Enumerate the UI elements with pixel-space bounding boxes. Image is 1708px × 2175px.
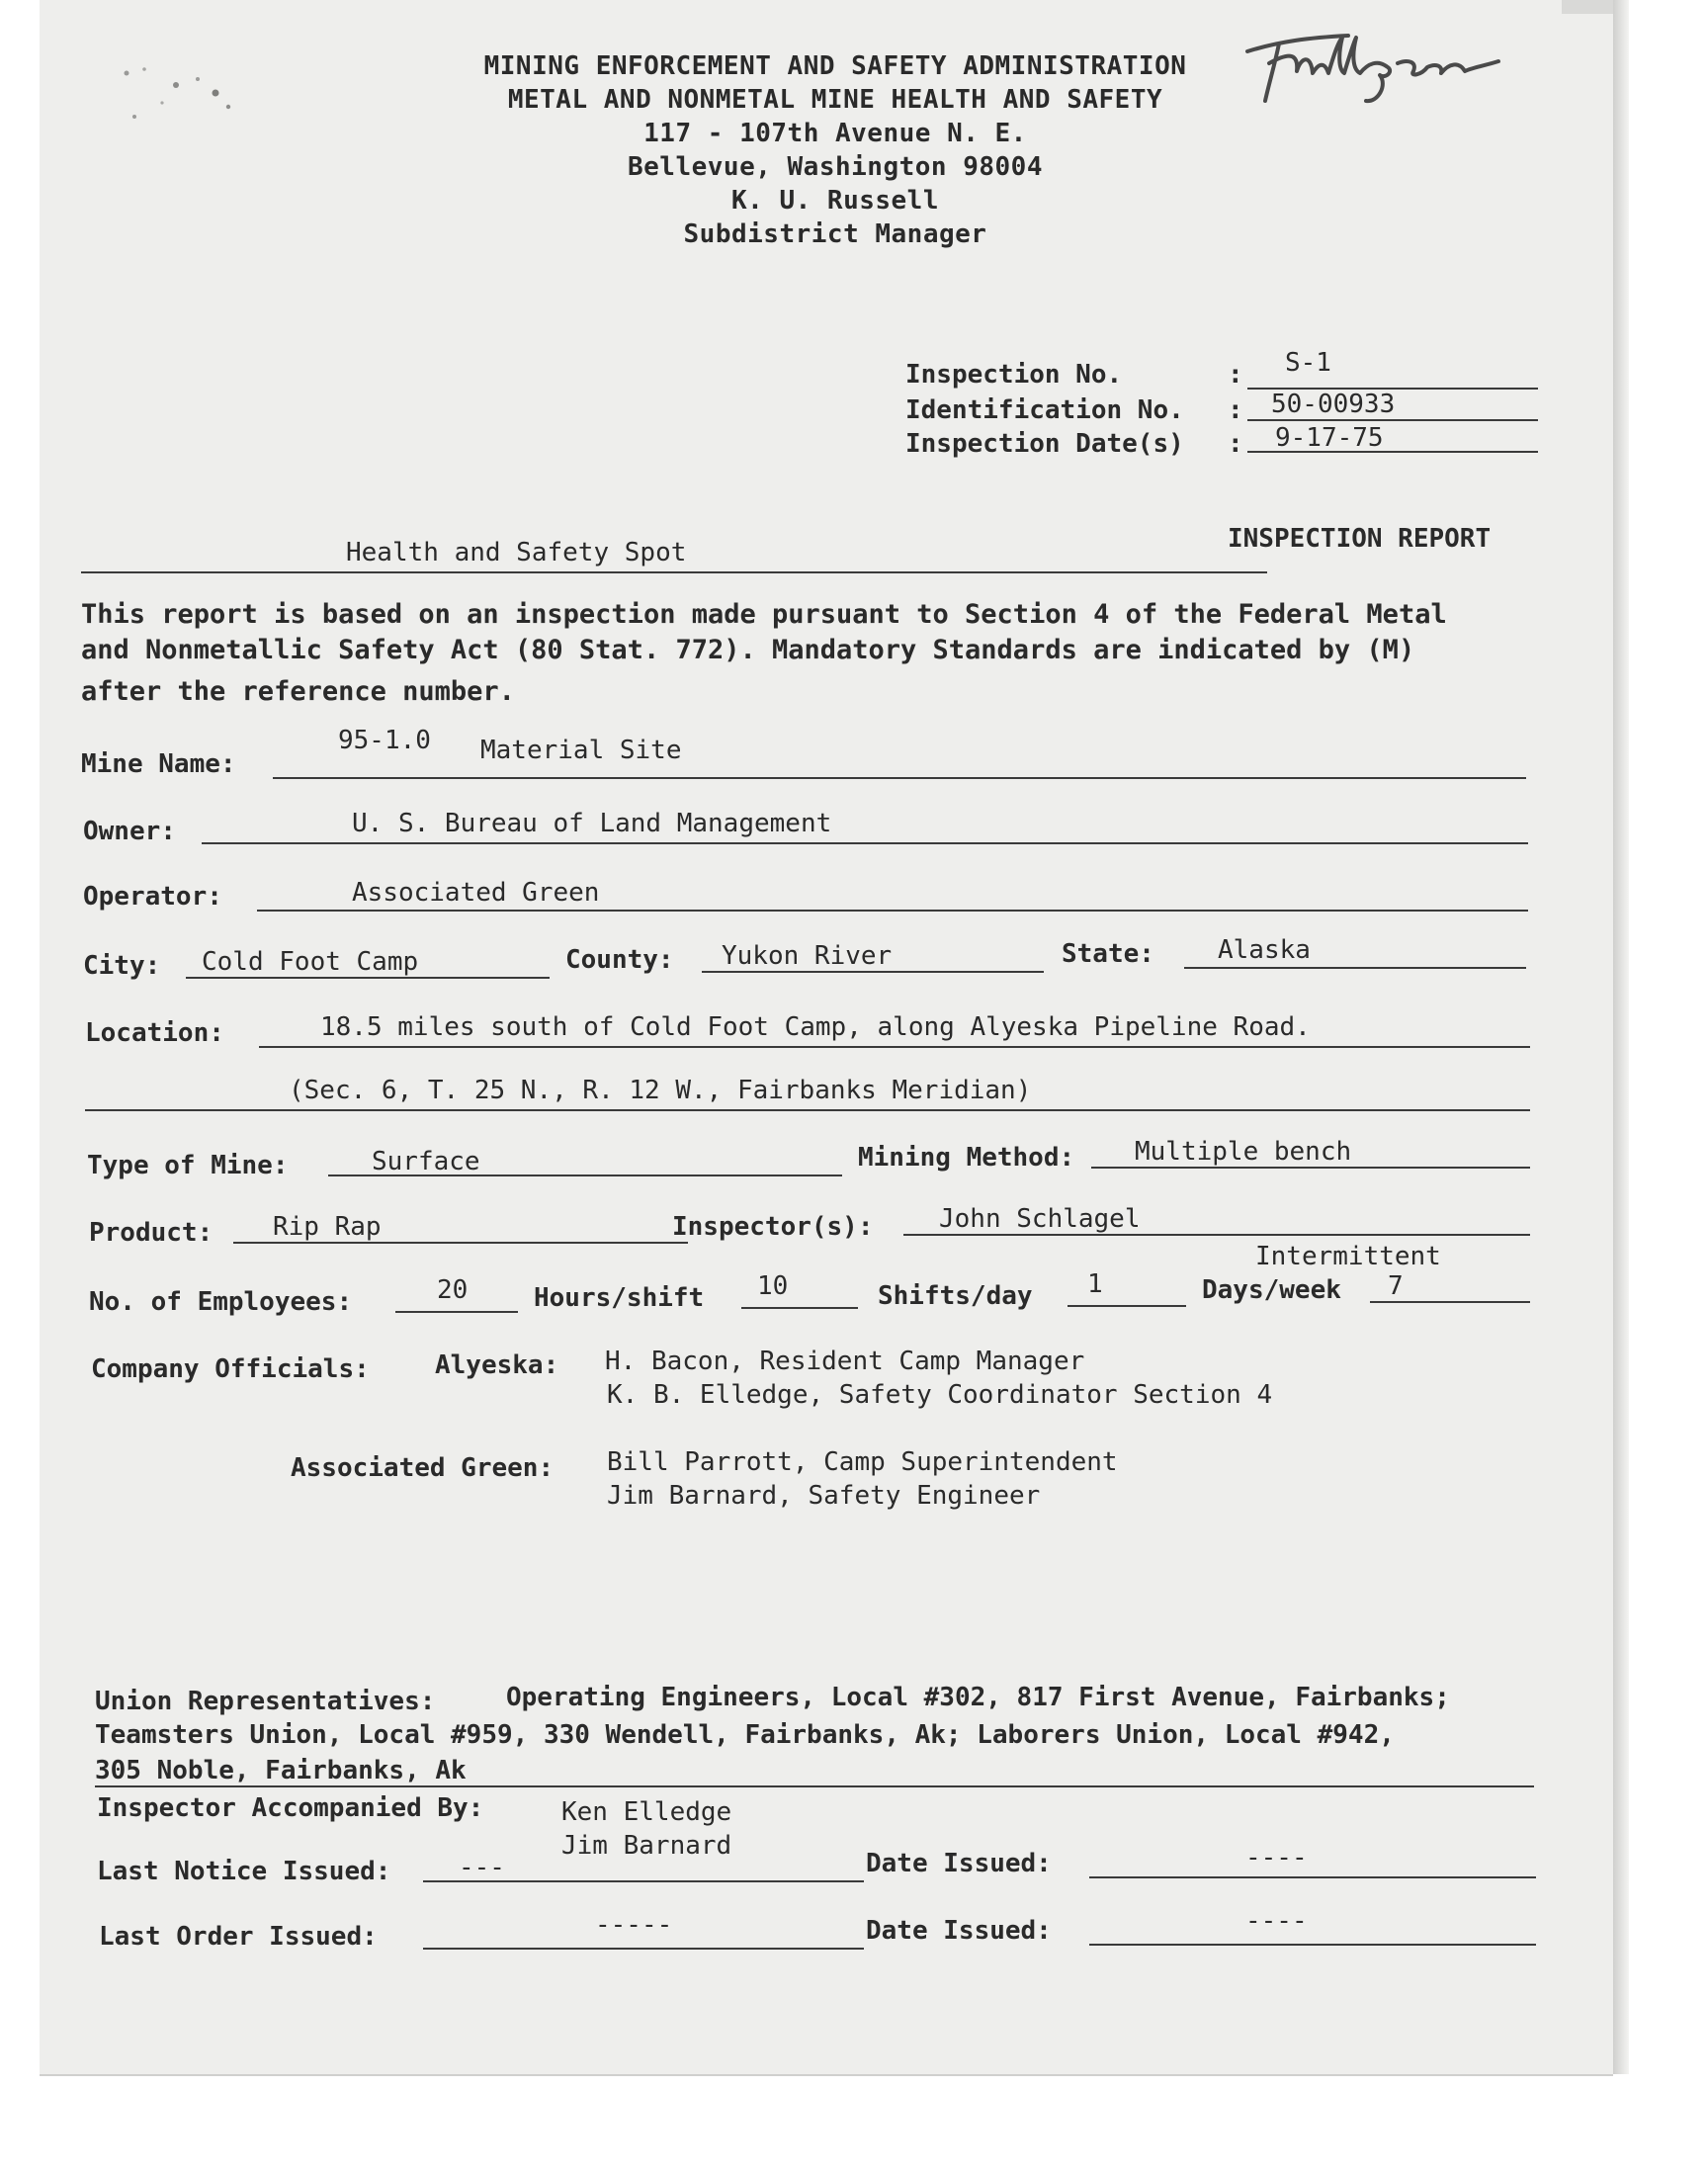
operator-value: Associated Green	[352, 878, 600, 908]
inspectors-value: John Schlagel	[939, 1204, 1141, 1234]
employees-line	[395, 1311, 518, 1313]
date-issued-line-1	[1089, 1876, 1536, 1878]
inspectors-line	[903, 1234, 1530, 1236]
mining-method-label: Mining Method:	[858, 1143, 1075, 1173]
type-of-mine-label: Type of Mine:	[87, 1151, 289, 1180]
employees-value: 20	[437, 1275, 469, 1305]
county-line	[702, 971, 1044, 973]
date-issued-value-2: ----	[1245, 1906, 1308, 1936]
location-label: Location:	[85, 1018, 224, 1048]
associated-green-label: Associated Green:	[291, 1453, 555, 1483]
mine-name-value-number: 95-1.0	[338, 726, 431, 755]
location-value-1: 18.5 miles south of Cold Foot Camp, along Alyeska Pipeline Road.	[320, 1012, 1311, 1042]
header-division: METAL AND NONMETAL MINE HEALTH AND SAFETY	[507, 85, 1163, 115]
last-order-line	[423, 1948, 864, 1950]
days-value: 7	[1388, 1271, 1404, 1301]
inspection-no-label: Inspection No.	[905, 360, 1123, 390]
header-manager-name: K. U. Russell	[731, 186, 939, 216]
mulligan-signature	[1239, 24, 1556, 113]
owner-label: Owner:	[83, 817, 176, 846]
green-official-1: Bill Parrott, Camp Superintendent	[607, 1447, 1118, 1477]
colon-3: :	[1228, 429, 1243, 459]
accompanied-name-1: Ken Elledge	[561, 1797, 732, 1827]
city-label: City:	[83, 951, 161, 981]
county-label: County:	[565, 945, 674, 975]
union-line-1: Operating Engineers, Local #302, 817 First Avenue, Fairbanks;	[506, 1683, 1450, 1712]
shifts-value: 1	[1087, 1269, 1103, 1299]
state-value: Alaska	[1218, 935, 1311, 965]
last-notice-label: Last Notice Issued:	[97, 1857, 391, 1886]
operator-label: Operator:	[83, 882, 222, 912]
report-type-value: Health and Safety Spot	[346, 538, 687, 567]
hours-line	[741, 1307, 858, 1309]
product-value: Rip Rap	[273, 1212, 382, 1242]
hours-value: 10	[757, 1271, 789, 1301]
identification-no-label: Identification No.	[905, 395, 1184, 425]
mine-name-line	[273, 777, 1526, 779]
operator-line	[257, 910, 1528, 912]
days-label: Days/week	[1202, 1275, 1341, 1305]
type-of-mine-value: Surface	[372, 1147, 480, 1176]
inspectors-label: Inspector(s):	[672, 1212, 874, 1242]
location-value-2: (Sec. 6, T. 25 N., R. 12 W., Fairbanks Meridian)	[289, 1076, 1032, 1105]
union-label: Union Representatives:	[95, 1687, 436, 1716]
shifts-label: Shifts/day	[878, 1281, 1033, 1311]
last-order-label: Last Order Issued:	[99, 1922, 378, 1952]
header-city: Bellevue, Washington 98004	[628, 152, 1043, 182]
date-issued-label-2: Date Issued:	[866, 1916, 1052, 1946]
header-street: 117 - 107th Avenue N. E.	[643, 119, 1027, 148]
mining-method-value: Multiple bench	[1135, 1137, 1352, 1167]
employees-label: No. of Employees:	[89, 1287, 353, 1317]
location-line-1	[259, 1046, 1530, 1048]
owner-line	[202, 842, 1528, 844]
colon-1: :	[1228, 360, 1243, 390]
intro-line-1: This report is based on an inspection made pursuant to Section 4 of the Federal Metal	[81, 599, 1447, 630]
date-issued-value-1: ----	[1245, 1843, 1308, 1872]
alyeska-official-2: K. B. Elledge, Safety Coordinator Section 4	[607, 1380, 1273, 1410]
mine-name-label: Mine Name:	[81, 749, 236, 779]
page-corner-tab	[1562, 0, 1613, 14]
intro-line-2: and Nonmetallic Safety Act (80 Stat. 772). Mandatory Standards are indicated by (M)	[81, 635, 1415, 665]
city-value: Cold Foot Camp	[202, 947, 419, 977]
product-label: Product:	[89, 1218, 214, 1248]
union-line-3: 305 Noble, Fairbanks, Ak	[95, 1756, 467, 1785]
report-type-line	[81, 571, 1267, 573]
city-line	[186, 977, 550, 979]
report-title: INSPECTION REPORT	[1228, 524, 1492, 554]
officials-label: Company Officials:	[91, 1354, 370, 1384]
alyeska-official-1: H. Bacon, Resident Camp Manager	[605, 1347, 1085, 1376]
header-agency: MINING ENFORCEMENT AND SAFETY ADMINISTRATION	[483, 51, 1187, 81]
accompanied-name-2: Jim Barnard	[561, 1831, 732, 1861]
inspection-dates-value: 9-17-75	[1275, 423, 1384, 453]
identification-no-line	[1247, 419, 1538, 421]
product-line	[233, 1242, 688, 1244]
days-line	[1370, 1301, 1530, 1303]
last-order-value: -----	[595, 1910, 673, 1940]
last-notice-value: ---	[459, 1853, 505, 1882]
union-line-2: Teamsters Union, Local #959, 330 Wendell, Fairbanks, Ak; Laborers Union, Local #942,	[95, 1720, 1395, 1750]
hours-label: Hours/shift	[534, 1283, 705, 1313]
state-label: State:	[1062, 939, 1154, 969]
union-line	[95, 1785, 1534, 1787]
shifts-line	[1068, 1305, 1186, 1307]
mine-name-value-site: Material Site	[480, 736, 682, 765]
intro-line-3: after the reference number.	[81, 676, 515, 707]
date-issued-line-2	[1089, 1944, 1536, 1946]
owner-value: U. S. Bureau of Land Management	[352, 809, 832, 838]
inspection-dates-label: Inspection Date(s)	[905, 429, 1184, 459]
green-official-2: Jim Barnard, Safety Engineer	[607, 1481, 1041, 1511]
date-issued-label-1: Date Issued:	[866, 1849, 1052, 1878]
state-line	[1184, 967, 1526, 969]
identification-no-value: 50-00933	[1271, 390, 1396, 419]
inspection-no-value: S-1	[1285, 348, 1331, 378]
accompanied-label: Inspector Accompanied By:	[97, 1793, 484, 1823]
days-note: Intermittent	[1255, 1242, 1441, 1271]
location-line-2	[85, 1109, 1530, 1111]
header-manager-title: Subdistrict Manager	[683, 219, 987, 249]
colon-2: :	[1228, 395, 1243, 425]
county-value: Yukon River	[722, 941, 893, 971]
document-page	[40, 0, 1613, 2076]
mining-method-line	[1091, 1167, 1530, 1169]
alyeska-label: Alyeska:	[435, 1350, 559, 1380]
page-edge-shadow	[1613, 0, 1629, 2074]
